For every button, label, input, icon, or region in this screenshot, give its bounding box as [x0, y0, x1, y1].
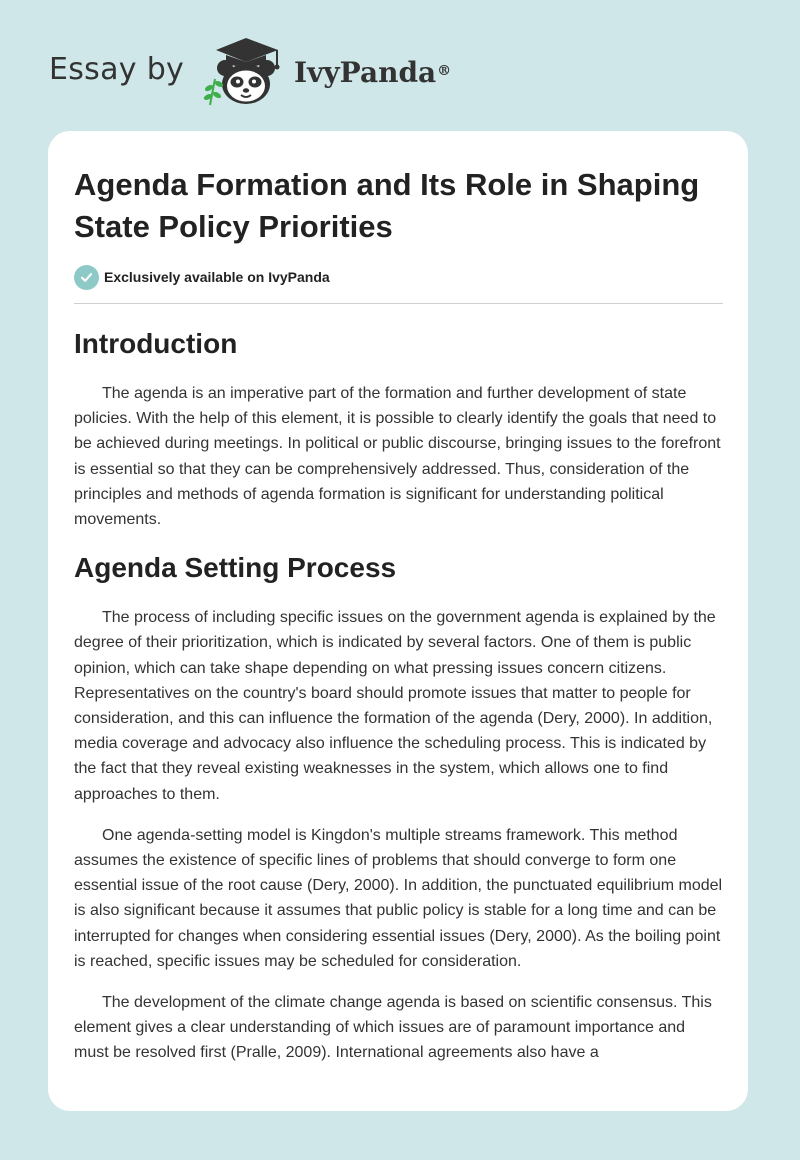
essay-by-label: Essay by [49, 52, 185, 87]
paragraph: One agenda-setting model is Kingdon's multiple streams framework. This method assumes the existence of specific lines of problems that should converge to form one essential issue of the root cause (Dery, 2000). In addition, the punctuated equilibrium model is also significant because it assumes that public policy is stable for a long time and can be interrupted for changes when considering essential issues (Dery, 2000). As the boiling point is reached, specific issues may be scheduled for consideration. [74, 826, 723, 970]
paragraph: The development of the climate change agenda is based on scientific consensus. This element gives a clear understanding of which issues are of paramount importance and must be resolved first (Pralle, 2009). International agreements also have a [74, 994, 712, 1062]
check-circle-icon [74, 265, 99, 290]
panda-graduate-icon[interactable] [200, 33, 292, 109]
registered-mark: ® [437, 63, 452, 79]
brand-name[interactable]: IvyPanda® [294, 56, 452, 89]
exclusive-badge-text: Exclusively available on IvyPanda [104, 269, 330, 285]
site-header [0, 0, 800, 130]
paragraph: The process of including specific issues on the government agenda is explained by the degree of their prioritization, which is indicated by several factors. One of them is public opinion, which can take shape depending on what pressing issues concern citizens. Representatives on the country's board should promote issues that matter to people for consideration, and this can influence the formation of the agenda (Dery, 2000). In addition, media coverage and advocacy also influence the scheduling process. This is indicated by the fact that they reveal existing weaknesses in the system, which allows one to find approaches to them. [74, 609, 716, 803]
essay-card [48, 131, 748, 1111]
essay-title: Agenda Formation and Its Role in Shaping State Policy Priorities [74, 167, 700, 244]
section-heading-agenda-setting: Agenda Setting Process [74, 552, 397, 584]
divider [74, 303, 723, 304]
exclusive-badge [74, 264, 330, 290]
essay-body [74, 323, 724, 1082]
paragraph: The agenda is an imperative part of the formation and further development of state policies. With the help of this element, it is possible to clearly identify the goals that need to be achieved during meetings. In political or public discourse, bringing issues to the forefront is essential so that they can be comprehensively addressed. Thus, consideration of the principles and methods of agenda formation is significant for understanding political movements. [74, 385, 721, 529]
section-heading-introduction: Introduction [74, 328, 238, 359]
